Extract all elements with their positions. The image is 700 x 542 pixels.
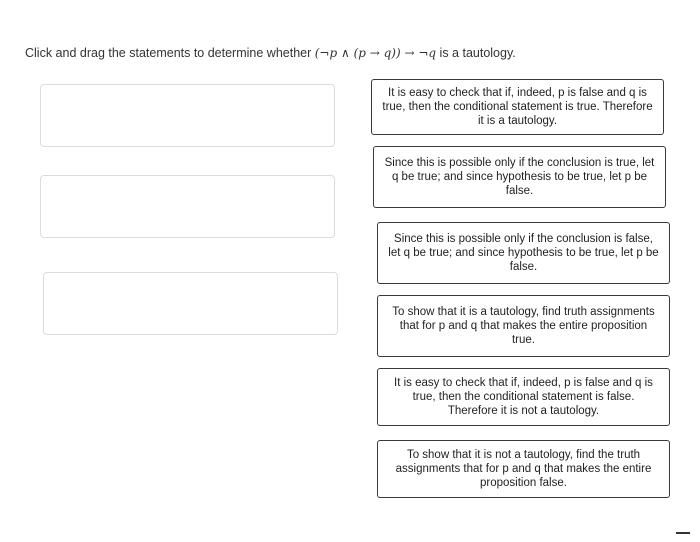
drop-zone-2[interactable] (40, 175, 335, 238)
statement-card[interactable]: Since this is possible only if the conclusion is true, let q be true; and since hypothesis to be true, let p be false. (373, 146, 666, 208)
question-prefix: Click and drag the statements to determine whether (25, 46, 315, 60)
statement-card[interactable]: To show that it is not a tautology, find the truth assignments that for p and q that makes the entire proposition false. (377, 440, 670, 498)
question-expression: (¬p ∧ (p → q)) → ¬q (314, 46, 437, 60)
statement-card[interactable]: Since this is possible only if the conclusion is false, let q be true; and since hypothesis to be true, let p be false. (377, 222, 670, 284)
question-suffix: is a tautology. (436, 46, 516, 60)
drop-zone-3[interactable] (43, 272, 338, 335)
statement-card[interactable]: It is easy to check that if, indeed, p is false and q is true, then the conditional statement is false. Therefore it is not a tautology. (377, 368, 670, 426)
statement-card[interactable]: It is easy to check that if, indeed, p is false and q is true, then the conditional statement is true. Therefore it is a tautology. (371, 79, 664, 135)
question-prompt (25, 46, 516, 60)
drop-zone-1[interactable] (40, 84, 335, 147)
corner-divider (676, 532, 690, 534)
statement-card[interactable]: To show that it is a tautology, find truth assignments that for p and q that makes the entire proposition true. (377, 295, 670, 357)
